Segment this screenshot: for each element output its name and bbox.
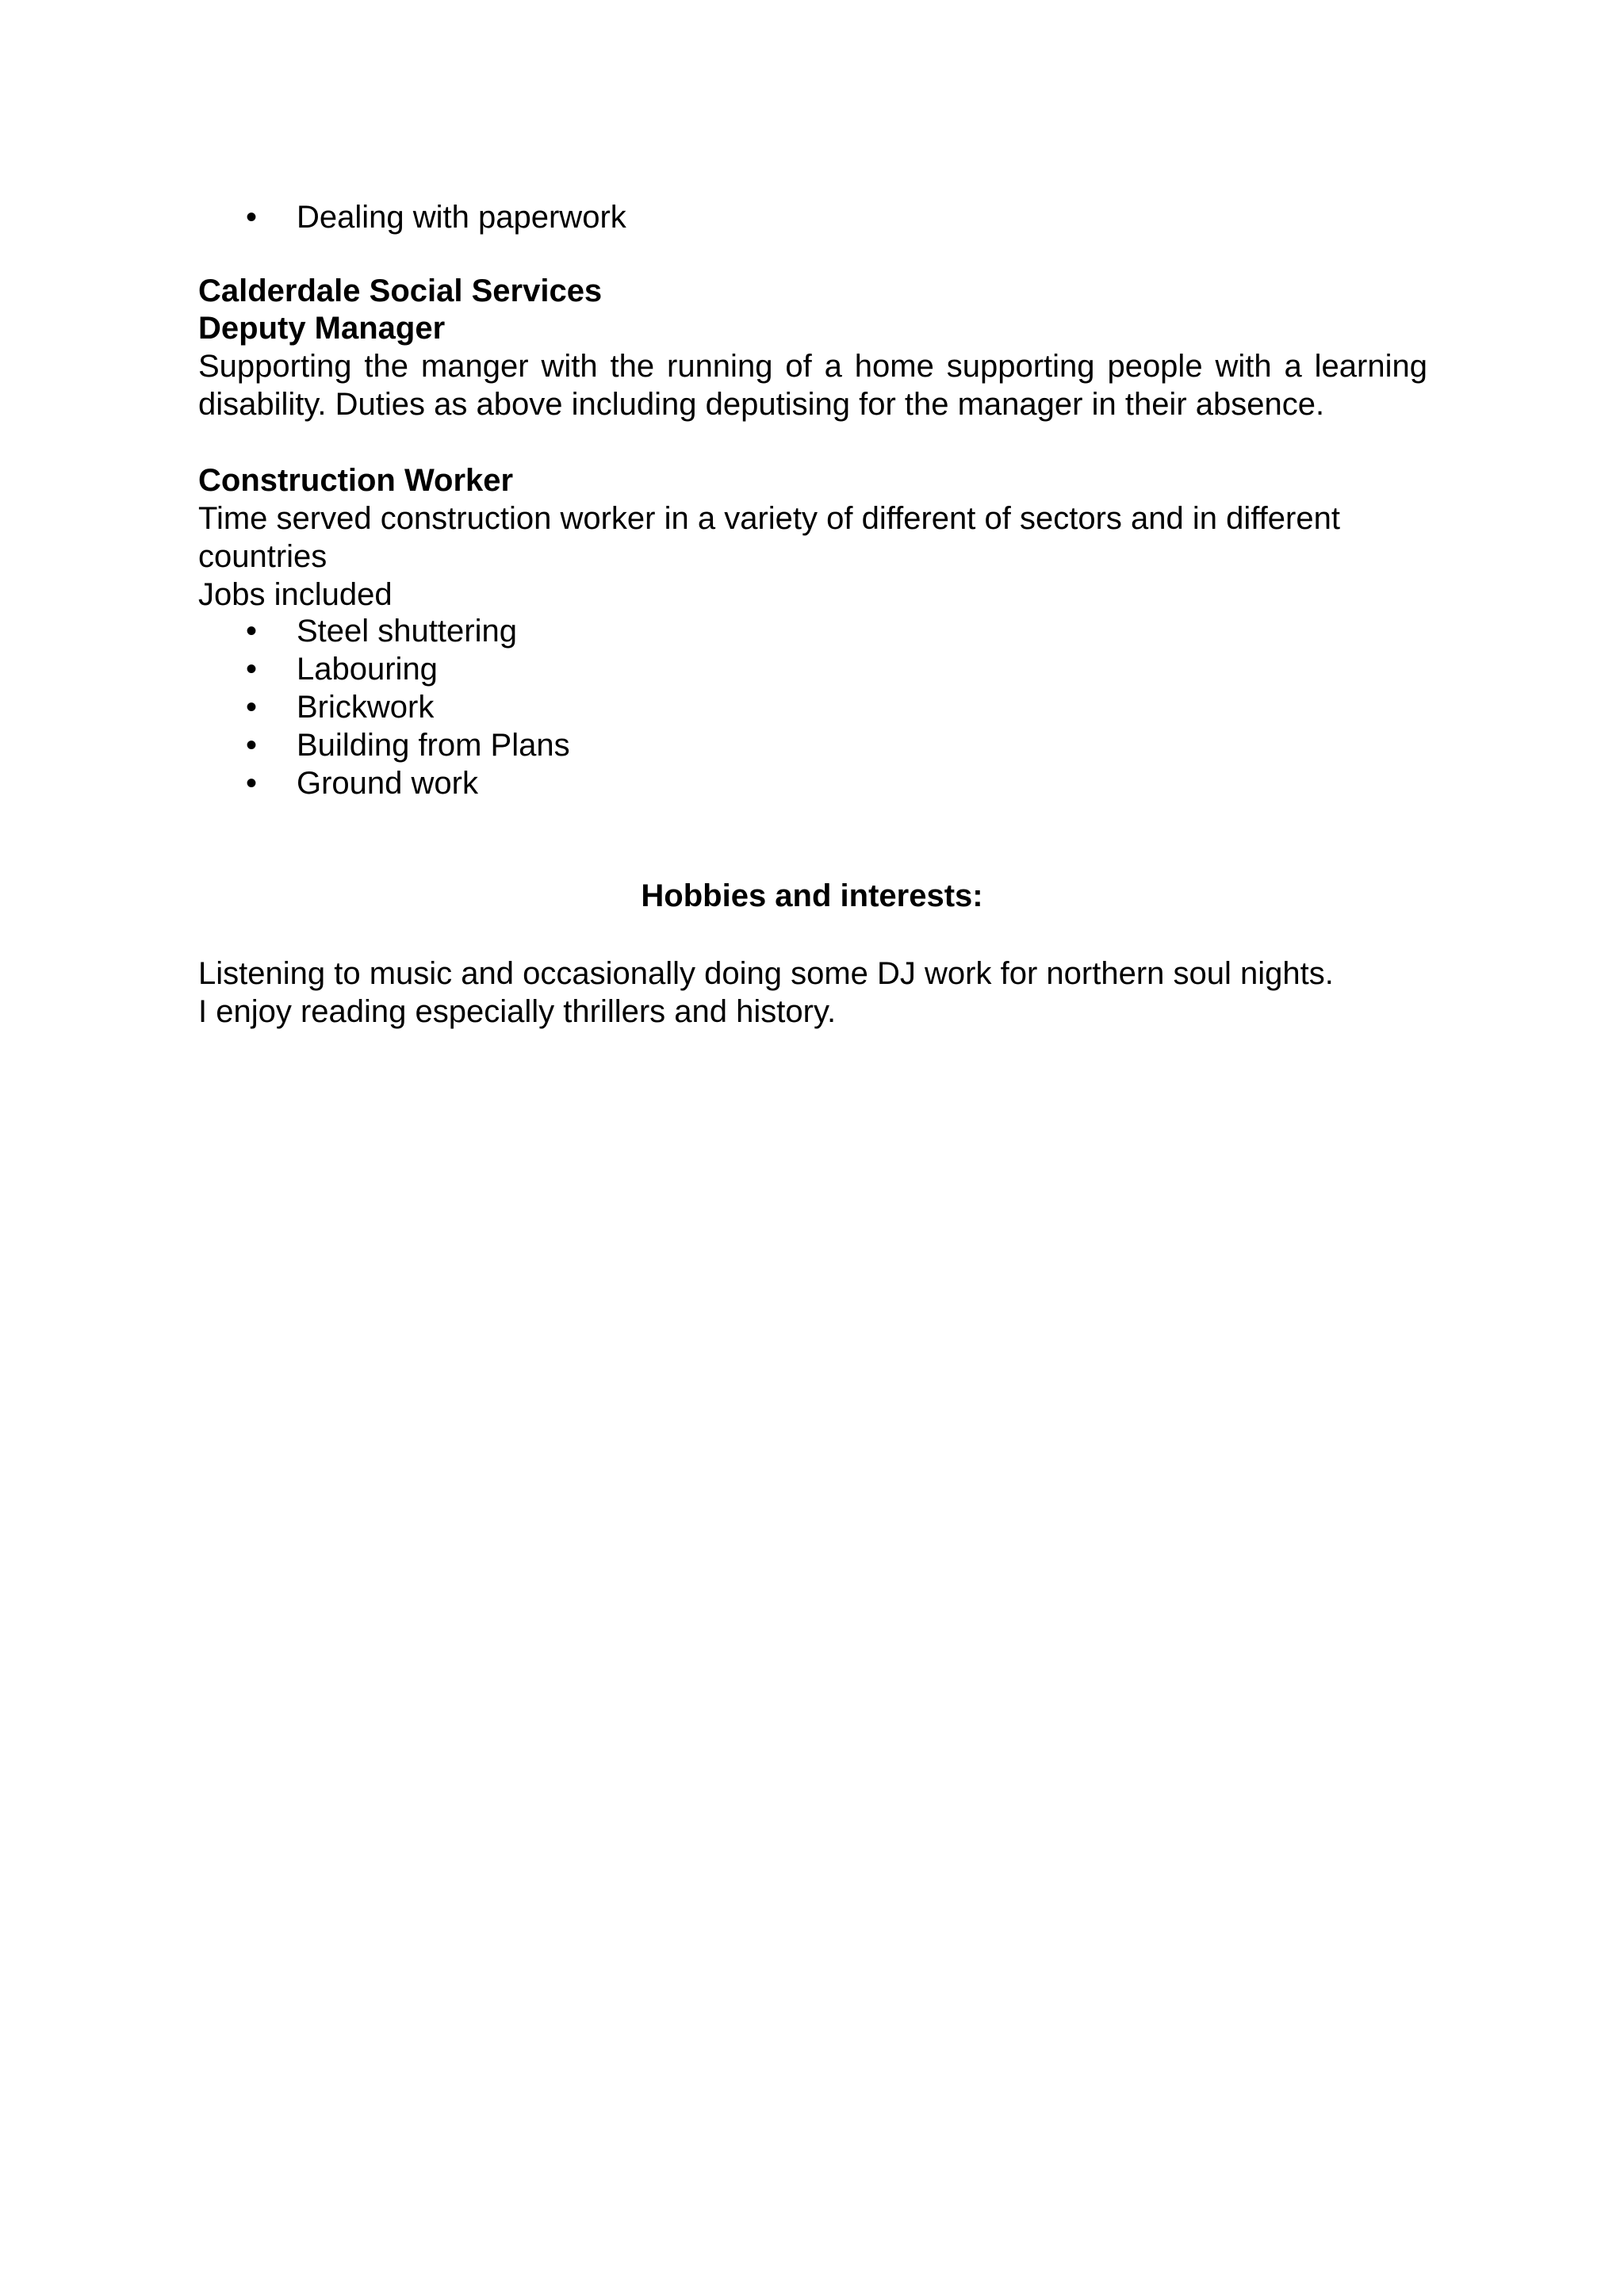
job-title: Deputy Manager <box>198 311 446 346</box>
job-description-line: Time served construction worker in a variety of different of sectors and in different <box>198 501 1340 536</box>
job-description-line: disability. Duties as above including deputising for the manager in their absence. <box>198 387 1325 422</box>
bullet-marker: • <box>246 200 258 235</box>
bullet-marker: • <box>246 690 258 725</box>
list-item-text: Labouring <box>297 652 438 687</box>
list-item-text: Brickwork <box>297 690 435 725</box>
employer-name: Calderdale Social Services <box>198 274 603 308</box>
hobbies-text-line: Listening to music and occasionally doing some DJ work for northern soul nights. <box>198 956 1334 991</box>
section-heading: Hobbies and interests: <box>641 878 983 913</box>
jobs-intro: Jobs included <box>198 577 393 612</box>
list-item-text: Building from Plans <box>297 728 570 763</box>
job-title: Construction Worker <box>198 463 514 498</box>
bullet-marker: • <box>246 728 258 763</box>
bullet-marker: • <box>246 614 258 649</box>
bullet-marker: • <box>246 766 258 801</box>
list-item-text: Dealing with paperwork <box>297 200 626 235</box>
list-item-text: Steel shuttering <box>297 614 517 649</box>
job-description-line: Supporting the manger with the running of a home supporting people with a learning <box>198 349 1427 384</box>
job-description-line: countries <box>198 539 327 574</box>
bullet-marker: • <box>246 652 258 687</box>
hobbies-text-line: I enjoy reading especially thrillers and history. <box>198 994 837 1029</box>
list-item-text: Ground work <box>297 766 478 801</box>
